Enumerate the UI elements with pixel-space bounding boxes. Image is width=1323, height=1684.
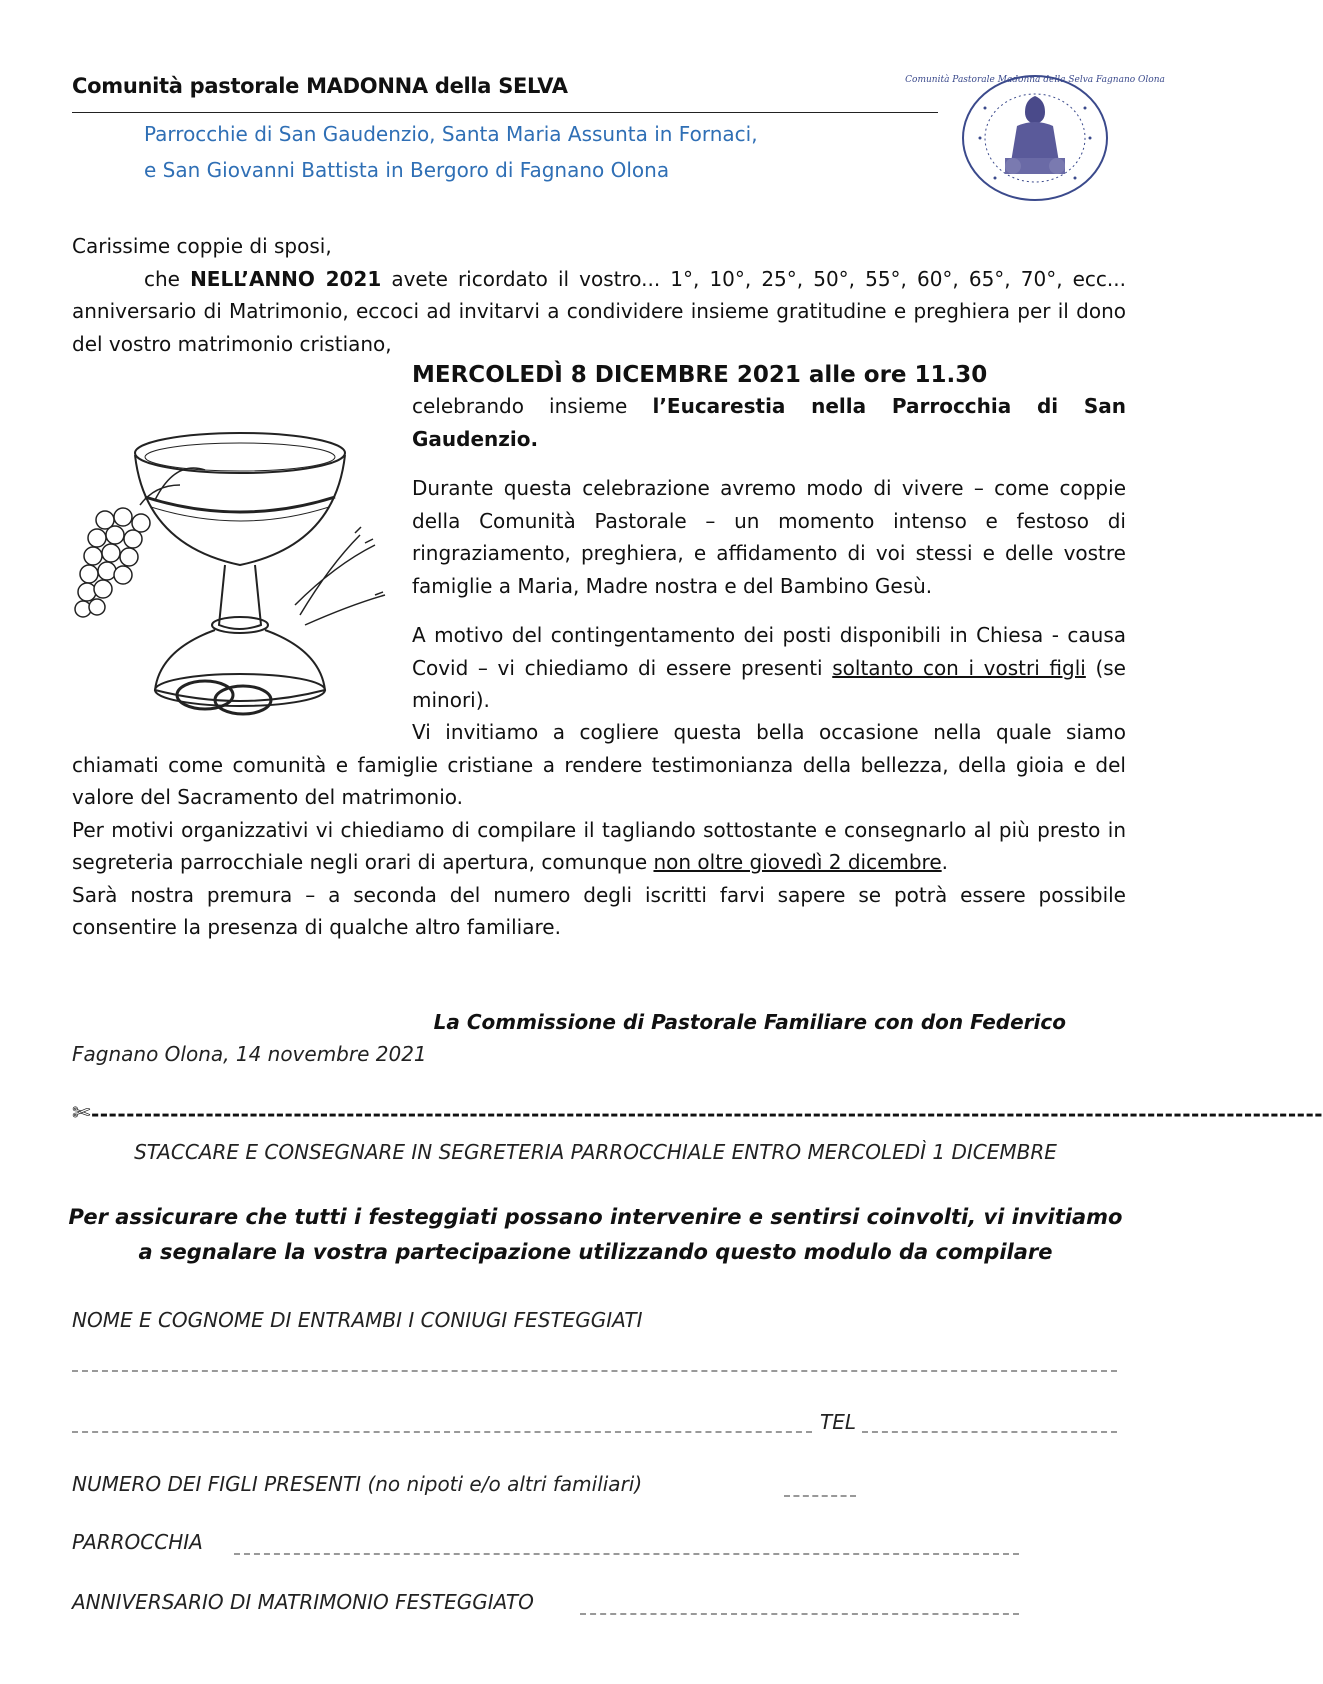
field-label-anniversary: ANNIVERSARIO DI MATRIMONIO FESTEGGIATO xyxy=(72,1590,534,1614)
paragraph-4: A motivo del contingentamento dei posti disponibili in Chiesa - causa Covid – vi chiediamo di essere presenti soltanto con i vostri figli (se minori). xyxy=(412,623,1126,712)
field-label-children: NUMERO DEI FIGLI PRESENTI (no nipoti e/o altri familiari) xyxy=(72,1472,643,1496)
greeting: Carissime coppie di sposi, xyxy=(72,234,332,258)
field-label-tel: TEL xyxy=(820,1410,856,1434)
field-label-names: NOME E COGNOME DI ENTRAMBI I CONIUGI FESTEGGIATI xyxy=(72,1308,643,1332)
signature: La Commissione di Pastorale Familiare con don Federico xyxy=(433,1010,1066,1034)
parish-input-line[interactable] xyxy=(234,1553,1019,1555)
detach-note: STACCARE E CONSEGNARE IN SEGRETERIA PARROCCHIALE ENTRO MERCOLEDÌ 1 DICEMBRE xyxy=(134,1140,1057,1164)
paragraph-3: Durante questa celebrazione avremo modo di vivere – come coppie della Comunità Pastorale – un momento intenso e festoso di ringraziamento, preghiera, e affidamento di voi stessi e delle vostre famiglie a Maria, Madre nostra e del Bambino Gesù. xyxy=(412,476,1126,598)
tel-input-line[interactable] xyxy=(862,1431,1117,1433)
parish-line-1: Parrocchie di San Gaudenzio, Santa Maria Assunta in Fornaci, xyxy=(144,122,758,146)
names-input-line-1[interactable] xyxy=(72,1370,1117,1372)
paragraph-7: Sarà nostra premura – a seconda del numero degli iscritti farvi sapere se potrà essere possibile consentire la presenza di qualche altro familiare. xyxy=(72,882,1126,939)
scissors-icon: ✄ xyxy=(72,1101,91,1126)
header-rule xyxy=(72,112,938,113)
children-input-line[interactable] xyxy=(784,1495,856,1497)
paragraph-2: celebrando insieme l’Eucarestia nella Parrocchia di San Gaudenzio. xyxy=(412,394,1126,451)
form-intro-line-2: a segnalare la vostra partecipazione utilizzando questo modulo da compilare xyxy=(138,1240,1053,1264)
paragraph-5: Vi invitiamo a cogliere questa bella occasione nella quale siamo chiamati come comunità e famiglie cristiane a rendere testimonianza della bellezza, della gioia e del valore del Sacramento del matrimonio. xyxy=(72,720,1126,809)
children-only-highlight: soltanto con i vostri figli xyxy=(832,655,1086,680)
anniversary-input-line[interactable] xyxy=(580,1613,1019,1615)
event-datetime: MERCOLEDÌ 8 DICEMBRE 2021 alle ore 11.30 xyxy=(412,362,988,388)
cut-line: ✄-------------------------------------------------------------------------------------------------------------------------------------------- xyxy=(72,1101,1323,1126)
parish-line-2: e San Giovanni Battista in Bergoro di Fagnano Olona xyxy=(144,158,670,182)
paragraph-1: che NELL’ANNO 2021 avete ricordato il vostro... 1°, 10°, 25°, 50°, 55°, 60°, 65°, 70°, ecc... anniversario di Matrimonio, eccoci ad invitarvi a condividere insieme gratitudine e preghiera per il dono del vostro matrimonio cristiano, xyxy=(72,266,1126,356)
field-label-parish: PARROCCHIA xyxy=(72,1530,203,1554)
place-date: Fagnano Olona, 14 novembre 2021 xyxy=(72,1042,427,1066)
form-intro-line-1: Per assicurare che tutti i festeggiati possano intervenire e sentirsi coinvolti, vi invitiamo xyxy=(68,1205,1123,1229)
deadline-highlight: non oltre giovedì 2 dicembre xyxy=(653,850,942,874)
year-highlight: NELL’ANNO 2021 xyxy=(190,266,382,291)
community-title: Comunità pastorale MADONNA della SELVA xyxy=(72,74,568,98)
paragraph-6: Per motivi organizzativi vi chiediamo di compilare il tagliando sottostante e consegnarlo al più presto in segreteria parrocchiale negli orari di apertura, comunque non oltre giovedì 2 dicembre. xyxy=(72,817,1126,874)
eucharist-highlight: l’Eucarestia nella Parrocchia di San Gaudenzio. xyxy=(412,394,1126,451)
logo-text: Comunità Pastorale Madonna della Selva Fagnano Olona xyxy=(905,75,1165,85)
chalice-illustration xyxy=(65,425,395,745)
community-logo xyxy=(905,68,1165,208)
names-input-line-2[interactable] xyxy=(72,1431,812,1433)
